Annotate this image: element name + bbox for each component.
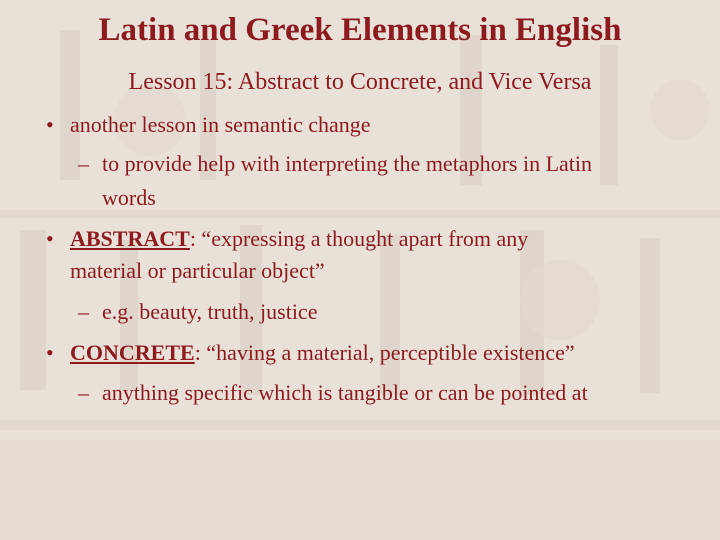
sub-bullet-2-line-1: e.g. beauty, truth, justice [102, 299, 318, 324]
bullet-2-line-1 [70, 224, 528, 254]
bullet-marker: • [46, 112, 54, 137]
sub-bullet-1-line-2: words [102, 185, 156, 210]
bullet-2-line-2: material or particular object” [70, 258, 325, 283]
concrete-definition: : “having a material, perceptible existence” [194, 340, 575, 365]
bullet-1-text: another lesson in semantic change [70, 112, 371, 137]
sub-bullet-marker: – [78, 151, 89, 176]
slide-subtitle: Lesson 15: Abstract to Concrete, and Vice Versa [128, 69, 592, 95]
slide-title: Latin and Greek Elements in English [98, 12, 622, 48]
abstract-term: ABSTRACT [70, 226, 190, 251]
bullet-marker: • [46, 226, 54, 251]
bullet-marker: • [46, 340, 54, 365]
sub-bullet-1-line-1: to provide help with interpreting the metaphors in Latin [102, 151, 592, 176]
abstract-definition: : “expressing a thought apart from any [189, 226, 529, 251]
sub-bullet-3-line-1: anything specific which is tangible or can be pointed at [102, 380, 588, 405]
sub-bullet-marker: – [78, 380, 89, 405]
bullet-3-line-1 [70, 338, 575, 368]
concrete-term: CONCRETE [70, 340, 195, 365]
sub-bullet-marker: – [78, 299, 89, 324]
